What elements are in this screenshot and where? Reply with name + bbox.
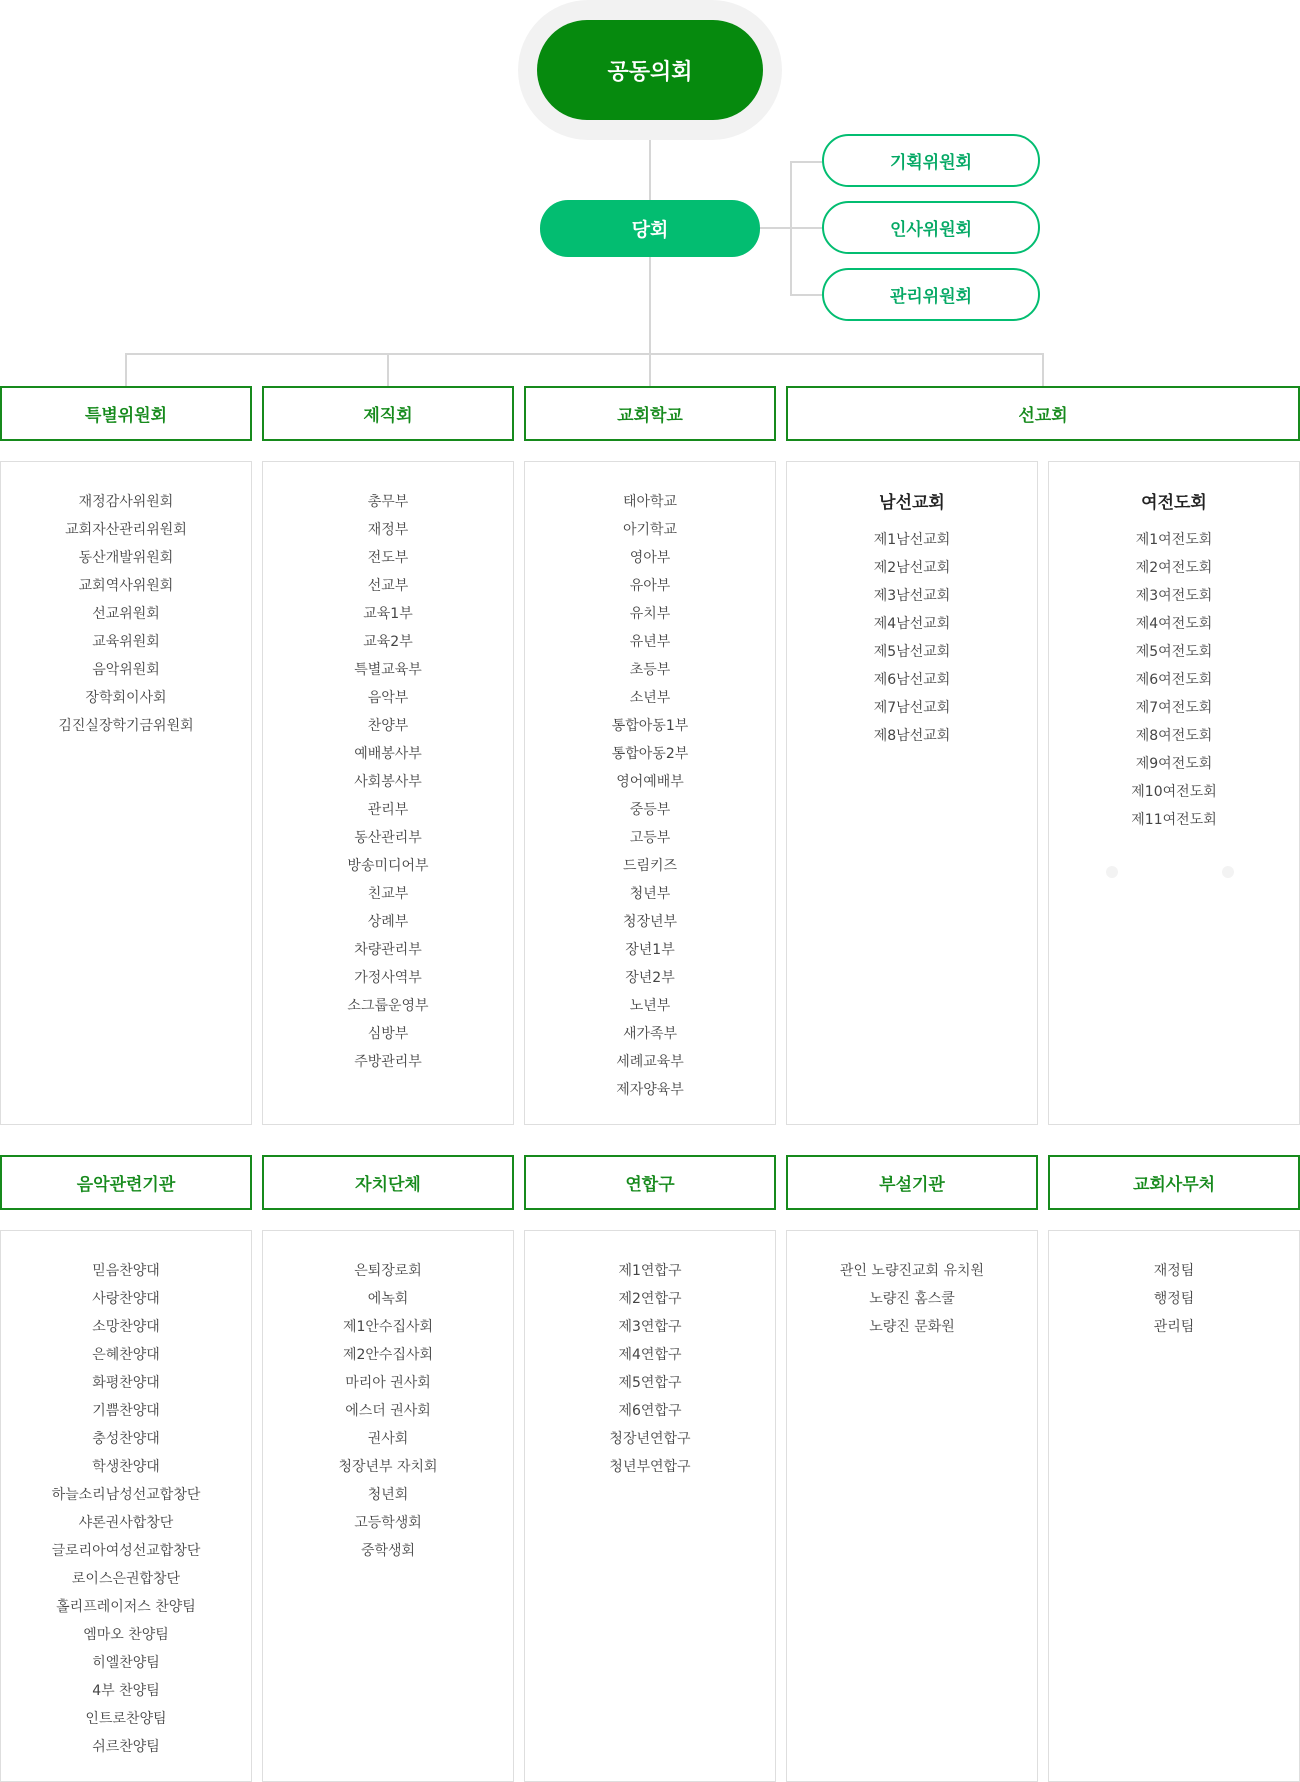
connector-side-1	[790, 161, 822, 163]
list-item: 제2연합구	[618, 1291, 682, 1307]
list-item: 총무부	[367, 494, 409, 510]
list-item: 중등부	[629, 802, 671, 818]
list-item: 교회역사위원회	[78, 578, 174, 594]
list-item: 제5여전도회	[1135, 644, 1213, 660]
panel-affiliated	[786, 1230, 1038, 1782]
list-item: 차량관리부	[354, 942, 422, 958]
personnel-committee-node: 인사위원회	[822, 201, 1040, 254]
list-item: 엠마오 찬양팀	[83, 1627, 169, 1643]
list-item: 에녹회	[367, 1291, 409, 1307]
list-item: 제8남선교회	[873, 728, 951, 744]
list-item: 통합아동2부	[611, 746, 689, 762]
panel-women-mission	[1048, 461, 1300, 1125]
list-item: 제1여전도회	[1135, 532, 1213, 548]
list-item: 청장년부 자치회	[338, 1459, 438, 1475]
connector-session-side	[760, 227, 792, 229]
list-item: 선교부	[367, 578, 409, 594]
list-item: 청장년연합구	[609, 1431, 691, 1447]
list-item: 로이스은권합창단	[71, 1571, 181, 1587]
panel-men-mission	[786, 461, 1038, 1125]
list-item: 제9여전도회	[1135, 756, 1213, 772]
list-item: 사랑찬양대	[92, 1291, 160, 1307]
header-districts: 연합구	[524, 1155, 776, 1210]
list-item: 히엘찬양팀	[92, 1655, 160, 1671]
list-item: 제6여전도회	[1135, 672, 1213, 688]
list-item: 제8여전도회	[1135, 728, 1213, 744]
list-item: 제6남선교회	[873, 672, 951, 688]
list-item: 권사회	[367, 1431, 409, 1447]
list-item: 친교부	[367, 886, 409, 902]
list-item: 청년부연합구	[609, 1459, 691, 1475]
list-item: 제자양육부	[616, 1082, 684, 1098]
list-item: 동산개발위원회	[78, 550, 174, 566]
list-item: 제2안수집사회	[342, 1347, 434, 1363]
list-item: 고등학생회	[354, 1515, 422, 1531]
header-autonomous: 자치단체	[262, 1155, 514, 1210]
connector-horizontal-bus	[125, 353, 1044, 355]
connector-drop-school	[649, 353, 651, 387]
list-item: 제6연합구	[618, 1403, 682, 1419]
list-item: 제11여전도회	[1131, 812, 1217, 828]
council-node: 공동의회	[537, 20, 763, 120]
header-mission: 선교회	[786, 386, 1300, 441]
list-item: 소망찬양대	[92, 1319, 160, 1335]
panel-autonomous	[262, 1230, 514, 1782]
list-item: 유아부	[629, 578, 671, 594]
list-item: 제5연합구	[618, 1375, 682, 1391]
list-item: 소그룹운영부	[347, 998, 429, 1014]
list-item: 쉬르찬양팀	[92, 1739, 160, 1755]
list-item: 초등부	[629, 662, 671, 678]
list-item: 세례교육부	[616, 1054, 684, 1070]
list-item: 아기학교	[622, 522, 678, 538]
list-item: 믿음찬양대	[92, 1263, 160, 1279]
list-item: 재정부	[367, 522, 409, 538]
list-item: 기쁨찬양대	[92, 1403, 160, 1419]
list-item: 교회자산관리위원회	[65, 522, 187, 538]
list-item: 청년부	[629, 886, 671, 902]
list-item: 제7여전도회	[1135, 700, 1213, 716]
list-item: 유년부	[629, 634, 671, 650]
list-item: 재정팀	[1153, 1263, 1195, 1279]
list-item: 제4남선교회	[873, 616, 951, 632]
list-item: 소년부	[629, 690, 671, 706]
list-item: 선교위원회	[92, 606, 160, 622]
list-item: 장년2부	[625, 970, 675, 986]
list-item: 제1안수집사회	[342, 1319, 434, 1335]
list-item: 제4연합구	[618, 1347, 682, 1363]
list-item: 학생찬양대	[92, 1459, 160, 1475]
connector-side-3	[790, 294, 822, 296]
panel-special-committee	[0, 461, 252, 1125]
connector-drop-special	[125, 353, 127, 387]
list-item: 제1남선교회	[873, 532, 951, 548]
header-special-committee: 특별위원회	[0, 386, 252, 441]
list-item: 교육2부	[363, 634, 413, 650]
men-mission-title: 남선교회	[879, 493, 945, 513]
list-item: 영어예배부	[616, 774, 684, 790]
list-item: 글로리아여성선교합창단	[51, 1543, 201, 1559]
list-item: 찬양부	[367, 718, 409, 734]
list-item: 제3연합구	[618, 1319, 682, 1335]
list-item: 하늘소리남성선교합창단	[51, 1487, 201, 1503]
list-item: 제10여전도회	[1131, 784, 1217, 800]
panel-music	[0, 1230, 252, 1782]
list-item: 관인 노량진교회 유치원	[839, 1263, 985, 1279]
list-item: 영아부	[629, 550, 671, 566]
list-item: 상례부	[367, 914, 409, 930]
women-mission-title: 여전도회	[1141, 493, 1207, 513]
list-item: 노년부	[629, 998, 671, 1014]
panel-church-school	[524, 461, 776, 1125]
list-item: 청년회	[367, 1487, 409, 1503]
header-music: 음악관련기관	[0, 1155, 252, 1210]
list-item: 사회봉사부	[354, 774, 422, 790]
list-item: 장학회이사회	[85, 690, 167, 706]
header-office: 교회사무처	[1048, 1155, 1300, 1210]
session-node: 당회	[540, 200, 760, 257]
list-item: 전도부	[367, 550, 409, 566]
list-item: 인트로찬양팀	[85, 1711, 167, 1727]
list-item: 청장년부	[622, 914, 678, 930]
list-item: 유치부	[629, 606, 671, 622]
list-item: 제4여전도회	[1135, 616, 1213, 632]
panel-officers	[262, 461, 514, 1125]
list-item: 교육위원회	[92, 634, 160, 650]
list-item: 방송미디어부	[347, 858, 429, 874]
connector-council-session	[649, 138, 651, 200]
list-item: 가정사역부	[354, 970, 422, 986]
list-item: 제2남선교회	[873, 560, 951, 576]
header-church-school: 교회학교	[524, 386, 776, 441]
list-item: 노량진 문화원	[869, 1319, 955, 1335]
panel-districts	[524, 1230, 776, 1782]
list-item: 제3여전도회	[1135, 588, 1213, 604]
list-item: 재정감사위원회	[78, 494, 174, 510]
list-item: 심방부	[367, 1026, 409, 1042]
list-item: 교육1부	[363, 606, 413, 622]
decorative-dot	[1222, 866, 1234, 878]
list-item: 관리팀	[1153, 1319, 1195, 1335]
list-item: 제1연합구	[618, 1263, 682, 1279]
panel-office	[1048, 1230, 1300, 1782]
connector-side-2	[790, 227, 822, 229]
list-item: 음악부	[367, 690, 409, 706]
list-item: 노량진 홈스쿨	[869, 1291, 955, 1307]
list-item: 은퇴장로회	[354, 1263, 422, 1279]
list-item: 화평찬양대	[92, 1375, 160, 1391]
header-officers: 제직회	[262, 386, 514, 441]
list-item: 제5남선교회	[873, 644, 951, 660]
list-item: 마리아 권사회	[345, 1375, 431, 1391]
list-item: 샤론권사합창단	[78, 1515, 174, 1531]
decorative-dot	[1106, 866, 1118, 878]
list-item: 중학생회	[360, 1543, 416, 1559]
list-item: 제2여전도회	[1135, 560, 1213, 576]
list-item: 동산관리부	[354, 830, 422, 846]
planning-committee-node: 기획위원회	[822, 134, 1040, 187]
list-item: 김진실장학기금위원회	[58, 718, 194, 734]
connector-drop-mission	[1042, 353, 1044, 387]
connector-session-branches	[649, 257, 651, 355]
list-item: 4부 찬양팀	[92, 1683, 160, 1699]
list-item: 고등부	[629, 830, 671, 846]
list-item: 새가족부	[622, 1026, 678, 1042]
list-item: 통합아동1부	[611, 718, 689, 734]
management-committee-node: 관리위원회	[822, 268, 1040, 321]
list-item: 예배봉사부	[354, 746, 422, 762]
list-item: 제7남선교회	[873, 700, 951, 716]
list-item: 에스더 권사회	[345, 1403, 431, 1419]
list-item: 장년1부	[625, 942, 675, 958]
header-affiliated: 부설기관	[786, 1155, 1038, 1210]
list-item: 음악위원회	[92, 662, 160, 678]
list-item: 충성찬양대	[92, 1431, 160, 1447]
connector-drop-officers	[387, 353, 389, 387]
list-item: 제3남선교회	[873, 588, 951, 604]
list-item: 주방관리부	[354, 1054, 422, 1070]
list-item: 관리부	[367, 802, 409, 818]
list-item: 태아학교	[622, 494, 678, 510]
list-item: 은혜찬양대	[92, 1347, 160, 1363]
list-item: 특별교육부	[354, 662, 422, 678]
list-item: 홀리프레이저스 찬양팀	[56, 1599, 196, 1615]
list-item: 행정팀	[1153, 1291, 1195, 1307]
list-item: 드림키즈	[622, 858, 678, 874]
